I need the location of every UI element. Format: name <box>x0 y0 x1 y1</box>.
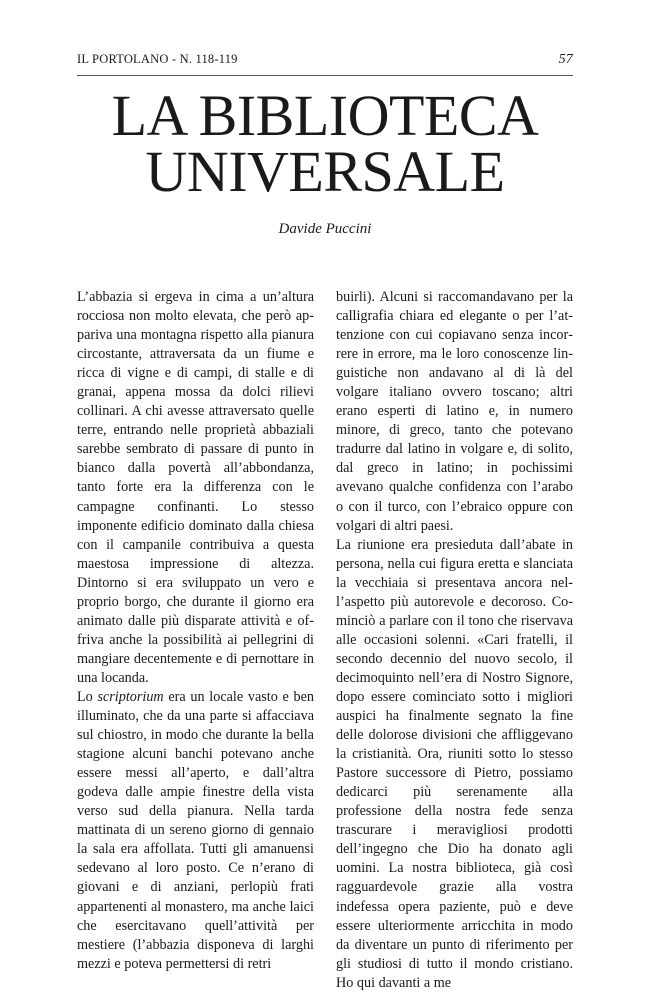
text-run: Lo <box>77 688 98 705</box>
running-header <box>77 52 573 68</box>
article-title <box>0 83 650 204</box>
body-column-right <box>336 288 573 993</box>
italic-term: scriptorium <box>97 688 164 705</box>
paragraph <box>77 688 314 974</box>
page-number: 57 <box>558 52 573 67</box>
paragraph: La riunione era presieduta dall’abate in persona, nella cui figura eretta e slanciata la vecchiaia si presentava ancora nell’aspetto più autorevole e decoroso. Cominciò a parlare con il tono che riservava alle occasioni solenni. «Cari fratelli, il secondo decennio del nuovo secolo, il decimoquinto nell’era di Nostro Signore, dopo essere cominciato sotto i migliori auspici ha finalmente segnato la fine delle dolorose divisioni che affliggevano la cristianità. Ora, riuniti sotto lo stesso Pastore successore di Pietro, possiamo dedicarci più serenamente alla professione della nostra fede senza trascurare i meravigliosi prodotti dell’ingegno che Dio ha donato agli uomini. La nostra biblioteca, già così ragguardevole grazie alla vostra indefessa opera paziente, può e deve essere ulteriormente arricchita in modo da diventare un punto di riferimento per gli studiosi di tutto il mondo cristiano. Ho qui davanti a me <box>336 536 573 991</box>
text-run: era un locale vasto e ben illuminato, che da una parte si affacciava sul chiostro, in modo che durante la bella stagione alcuni banchi potevano anche essere messi all’aperto, e dall’altra godeva dalle ampie finestre della vista verso sud della pianura. Nella tarda mattinata di un sereno giorno di gennaio la sala era affollata. Tutti gli amanuensi sedevano al loro posto. Ce n’erano di giovani e di anziani, perlopiù frati appartenenti al monastero, ma anche laici che esercitavano quell’attività per mestiere (l’abbazia disponeva di larghi mezzi e poteva permettersi di retri <box>77 688 314 972</box>
title-line-2: UNIVERSALE <box>145 139 505 204</box>
article-author: Davide Puccini <box>278 221 372 237</box>
header-rule <box>77 75 573 76</box>
paragraph: L’abbazia si ergeva in cima a un’altura rocciosa non molto elevata, che però appariva una montagna rispetto alla pianura circostante, attraversata da un fiume e ricca di vigne e di campi, di stalle e di granai, appena mossa da dolci rilievi collinari. A chi avesse attraversato quelle terre, entrando nelle proprietà abbaziali sarebbe sembrato di passare di punto in bianco dalla povertà all’abbondanza, tanto forte era la differenza con le campagne confinanti. Lo stesso imponente edificio dominato dalla chiesa con il campanile contribuiva a questa maestosa impressione di altezza. Dintorno si era sviluppato un vero e proprio borgo, che durante il giorno era animato dalle più disparate attività e offriva anche la possibilità ai pellegrini di mangiare decentemente e di pernottare in una locanda. <box>77 289 314 686</box>
body-column-left <box>77 288 314 974</box>
paragraph: buirli). Alcuni si raccomandavano per la calligrafia chiara ed elegante o per l’attenzione con cui copiavano senza incorrere in errore, ma le loro conoscenze linguistiche non andavano al di là del volgare italiano ovvero toscano; altri erano esperti di latino e, in numero minore, di greco, tanto che potevano tradurre dal latino in volgare e, di solito, dal greco in latino; in pochissimi avevano qualche confidenza con l’arabo o con il turco, con l’ebraico oppure con volgari di altri paesi. <box>336 289 573 534</box>
title-line-1: LA BIBLIOTECA <box>111 83 539 148</box>
journal-name: IL PORTOLANO - N. 118-119 <box>77 52 238 66</box>
